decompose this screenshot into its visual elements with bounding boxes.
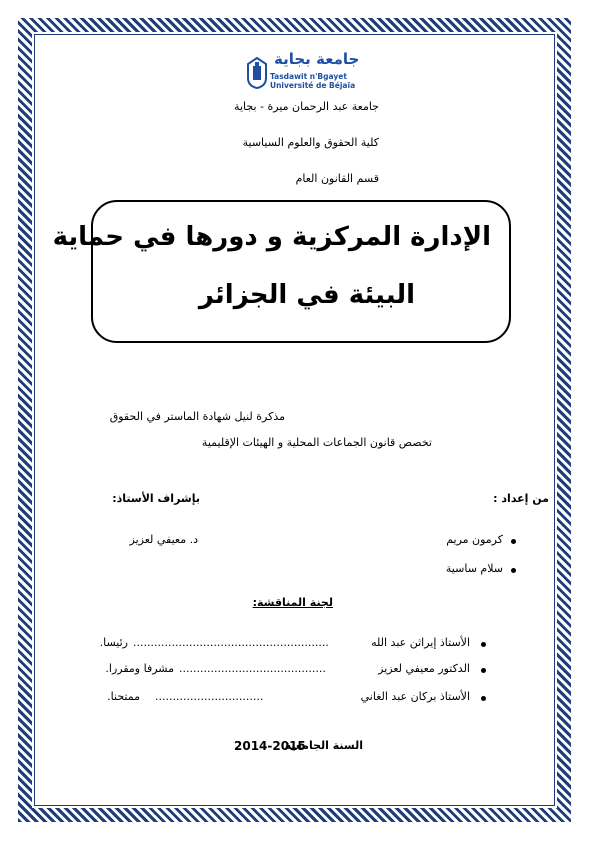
logo-latin-name-2: Université de Béjaïa [270,81,356,90]
logo-arabic-name: جامعة بجاية [274,50,360,68]
thesis-title-line-2: البيئة في الجزائر [198,280,415,310]
prepared-by-label: من إعداد : [493,492,549,505]
student-bullet [511,568,516,573]
committee-member-dots: ........................................................ [133,636,329,649]
specialty-line: تخصص قانون الجماعات المحلية و الهيئات الإقليمية [201,436,432,449]
academic-year-label: السنة الجامعية [284,739,363,752]
committee-member-role: مشرفا ومقررا. [105,662,174,675]
committee-member-name: الأستاذ إيراثن عبد الله [371,636,470,649]
committee-member-role: ممتحنا. [107,690,140,703]
department-name: قسم القانون العام [295,172,379,185]
thesis-title-line-1: الإدارة المركزية و دورها في حماية [52,222,491,252]
student-name: سلام ساسية [445,562,503,575]
title-box [52,200,511,343]
committee-member-name: الأستاذ بركان عبد الغاني [360,690,470,703]
committee-bullet [481,696,486,701]
degree-line: مذكرة لنيل شهادة الماستر في الحقوق [109,410,285,423]
committee-member-dots: ............................... [155,690,264,703]
university-emblem-icon [246,56,268,90]
committee-member-dots: .......................................... [179,662,326,675]
student-bullet [511,539,516,544]
supervised-by-label: بإشراف الأستاذ: [112,492,200,505]
committee-bullet [481,668,486,673]
supervisor-name: د. معيفي لعزيز [129,533,198,546]
faculty-name: كلية الحقوق والعلوم السياسية [242,136,379,149]
committee-label: لجنة المناقشة: [252,596,333,609]
academic-year: 2014-2015 [234,739,306,753]
student-name: كرمون مريم [446,533,503,546]
committee-bullet [481,642,486,647]
university-name: جامعة عبد الرحمان ميرة - بجاية [234,100,379,113]
committee-member-name: الدكتور معيفي لعزيز [378,662,470,675]
university-logo [246,50,360,100]
logo-latin-name-1: Tasdawit n'Bgayet [270,72,347,81]
committee-member-role: رئيسا. [99,636,128,649]
